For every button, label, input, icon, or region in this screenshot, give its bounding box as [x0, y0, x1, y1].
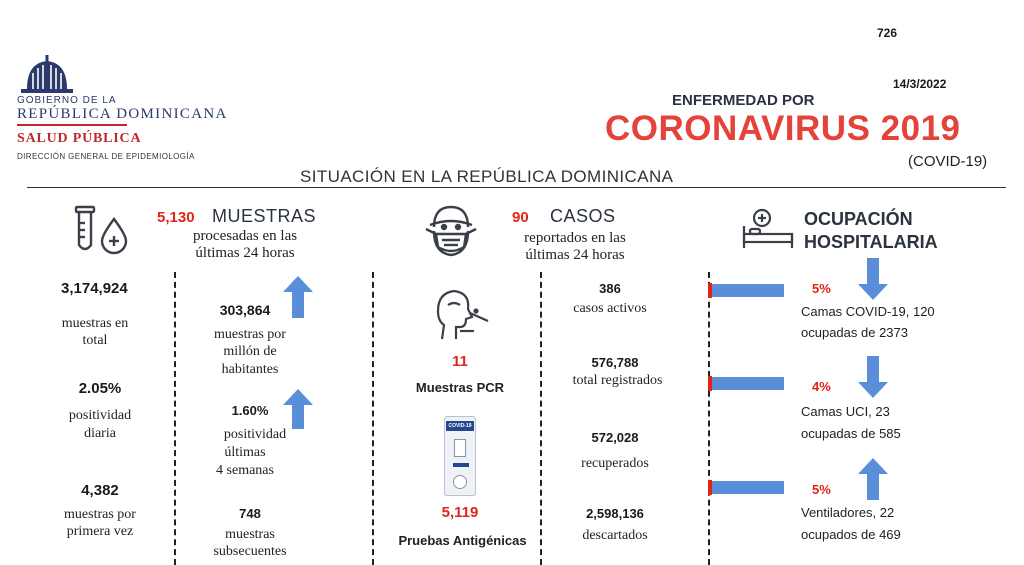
hospital-bed-icon — [740, 208, 796, 250]
antigen-test-image — [444, 416, 476, 496]
primera-vez-value: 4,382 — [81, 482, 119, 499]
muestras-sub-1: procesadas en las — [192, 228, 298, 244]
logo-line-gobierno: GOBIERNO DE LA — [17, 95, 117, 106]
test-cassette-well — [453, 475, 467, 489]
recuperados-label: recuperados — [581, 456, 649, 471]
registrados-value: 576,788 — [591, 355, 639, 370]
muestras-heading: MUESTRAS — [212, 206, 317, 226]
casos-24h-value: 90 — [512, 209, 529, 226]
header-divider — [27, 187, 1006, 188]
descartados-label: descartados — [582, 528, 648, 543]
camas-uci-pct: 4% — [812, 379, 831, 394]
ventiladores-line-2: ocupados de 469 — [801, 527, 901, 542]
positividad-4sem-label-3: 4 semanas — [216, 463, 274, 478]
camas-uci-line-1: Camas UCI, 23 — [801, 404, 890, 419]
muestras-sub-2: últimas 24 horas — [195, 245, 295, 261]
arrow-up-icon — [858, 458, 888, 500]
column-divider — [372, 272, 374, 565]
logo-line-salud: SALUD PÚBLICA — [17, 131, 142, 146]
muestras-total-value: 3,174,924 — [61, 280, 128, 297]
subsecuentes-value: 748 — [239, 506, 261, 521]
millon-label-3: habitantes — [221, 362, 279, 377]
antigenicas-value: 5,119 — [441, 504, 479, 521]
ventiladores-pct: 5% — [812, 482, 831, 497]
descartados-value: 2,598,136 — [586, 506, 644, 521]
arrow-down-icon — [858, 258, 888, 300]
millon-value: 303,864 — [219, 302, 271, 318]
casos-sub-1: reportados en las — [524, 230, 626, 246]
activos-label: casos activos — [573, 301, 647, 316]
masked-face-icon — [420, 203, 482, 261]
millon-label-2: millón de — [223, 344, 277, 359]
title-sub: (COVID-19) — [908, 153, 988, 170]
column-divider — [708, 272, 710, 565]
casos-sub-2: últimas 24 horas — [525, 247, 625, 263]
antigenicas-label: Pruebas Antigénicas — [398, 533, 527, 548]
nasal-swab-icon — [430, 287, 492, 345]
positividad-4sem-label-2: últimas — [224, 445, 266, 460]
millon-label-1: muestras por — [214, 327, 286, 342]
arrow-down-icon — [858, 356, 888, 398]
ocupacion-heading-2: HOSPITALARIA — [804, 232, 938, 252]
column-divider — [540, 272, 542, 565]
muestras-total-label-2: total — [82, 333, 108, 348]
pcr-label: Muestras PCR — [415, 380, 505, 395]
occupancy-bar — [712, 481, 784, 494]
dome-emblem-icon — [17, 55, 77, 95]
test-cassette-dots — [453, 463, 469, 467]
primera-vez-label-1: muestras por — [64, 507, 136, 522]
test-cassette-label: COVID-19 — [446, 421, 474, 431]
arrow-up-icon — [283, 389, 313, 429]
section-subtitle: SITUACIÓN EN LA REPÚBLICA DOMINICANA — [300, 167, 674, 186]
positividad-diaria-value: 2.05% — [78, 380, 122, 397]
pcr-value: 11 — [452, 353, 468, 370]
report-number: 726 — [877, 26, 898, 40]
camas-covid-pct: 5% — [812, 281, 831, 296]
recuperados-value: 572,028 — [591, 430, 639, 445]
muestras-total-label-1: muestras en — [61, 316, 129, 331]
arrow-up-icon — [283, 276, 313, 318]
activos-value: 386 — [599, 281, 621, 296]
subsecuentes-label-1: muestras — [225, 527, 275, 542]
registrados-label: total registrados — [572, 373, 663, 388]
camas-uci-line-2: ocupadas de 585 — [801, 426, 901, 441]
primera-vez-label-2: primera vez — [66, 524, 134, 539]
logo-line-republica: REPÚBLICA DOMINICANA — [17, 106, 228, 122]
test-tube-drop-icon — [72, 205, 132, 257]
muestras-24h-value: 5,130 — [157, 209, 195, 226]
title-top: ENFERMEDAD POR — [672, 92, 815, 109]
positividad-4sem-value: 1.60% — [231, 403, 269, 418]
occupancy-bar — [712, 284, 784, 297]
test-cassette-window — [454, 439, 466, 457]
subsecuentes-label-2: subsecuentes — [213, 544, 287, 559]
occupancy-bar — [712, 377, 784, 390]
positividad-diaria-label-1: positividad — [68, 408, 132, 423]
ocupacion-heading-1: OCUPACIÓN — [804, 209, 913, 229]
report-date: 14/3/2022 — [893, 77, 947, 91]
camas-covid-line-2: ocupadas de 2373 — [801, 325, 908, 340]
logo-divider — [17, 124, 127, 126]
casos-heading: CASOS — [550, 206, 616, 226]
page-title: CORONAVIRUS 2019 — [605, 109, 961, 148]
column-divider — [174, 272, 176, 565]
positividad-diaria-label-2: diaria — [84, 426, 116, 441]
positividad-4sem-label-1: positividad — [223, 427, 287, 442]
camas-covid-line-1: Camas COVID-19, 120 — [801, 304, 935, 319]
ventiladores-line-1: Ventiladores, 22 — [801, 505, 895, 520]
logo-line-direccion: DIRECCIÓN GENERAL DE EPIDEMIOLOGÍA — [17, 152, 195, 161]
